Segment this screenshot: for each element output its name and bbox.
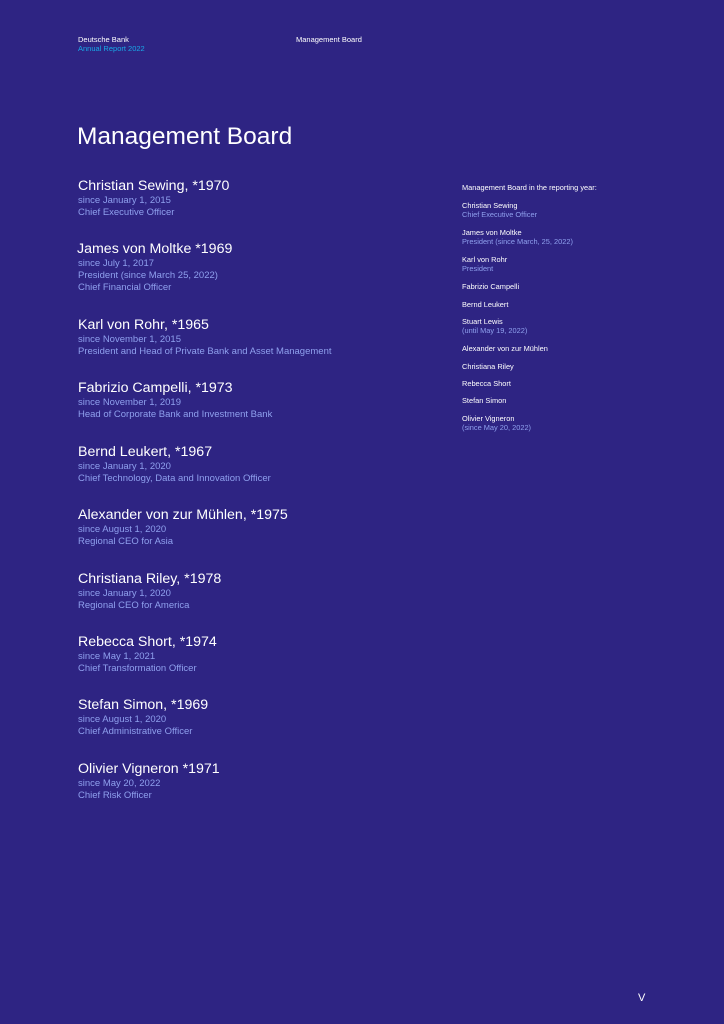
sidebar-entry-role: (until May 19, 2022) bbox=[462, 326, 528, 335]
sidebar-entry-name: Fabrizio Campelli bbox=[462, 282, 520, 291]
sidebar-entry-role: Chief Executive Officer bbox=[462, 210, 538, 219]
member-detail: Chief Financial Officer bbox=[78, 282, 172, 294]
member-name: Rebecca Short, *1974 bbox=[78, 634, 217, 650]
member-entry bbox=[78, 316, 332, 358]
sidebar-intro: Management Board in the reporting year: bbox=[462, 183, 597, 192]
member-name: Karl von Rohr, *1965 bbox=[78, 317, 209, 333]
sidebar-entry-role: President bbox=[462, 264, 494, 273]
member-detail: Head of Corporate Bank and Investment Bank bbox=[78, 409, 273, 421]
member-entry bbox=[78, 506, 288, 548]
sidebar-entry bbox=[462, 396, 662, 405]
sidebar-entry-role: (since May 20, 2022) bbox=[462, 423, 532, 432]
report-header bbox=[78, 35, 145, 53]
member-name: Olivier Vigneron *1971 bbox=[78, 761, 220, 777]
member-detail: Chief Transformation Officer bbox=[78, 663, 197, 675]
sidebar-entry bbox=[462, 344, 662, 353]
page-title: Management Board bbox=[77, 123, 293, 150]
sidebar-entry-name: Alexander von zur Mühlen bbox=[462, 344, 548, 353]
member-name: Alexander von zur Mühlen, *1975 bbox=[78, 507, 288, 523]
member-detail: Regional CEO for Asia bbox=[78, 536, 174, 548]
member-entry bbox=[78, 443, 271, 485]
sidebar-entry-name: Olivier Vigneron bbox=[462, 414, 515, 423]
member-detail: Chief Risk Officer bbox=[78, 790, 152, 802]
member-detail: since November 1, 2015 bbox=[78, 334, 181, 345]
section-header: Management Board bbox=[296, 35, 362, 44]
member-name: Stefan Simon, *1969 bbox=[78, 697, 209, 713]
sidebar-entry-role: President (since March, 25, 2022) bbox=[462, 237, 573, 246]
sidebar-entry bbox=[462, 228, 662, 246]
sidebar-entry bbox=[462, 362, 662, 371]
member-detail: since January 1, 2015 bbox=[78, 195, 171, 206]
member-detail: since August 1, 2020 bbox=[78, 714, 167, 725]
sidebar-entry-name: Christian Sewing bbox=[462, 201, 518, 210]
sidebar-entry-name: Christiana Riley bbox=[462, 362, 514, 371]
member-detail: since November 1, 2019 bbox=[78, 397, 181, 408]
sidebar-entry bbox=[462, 201, 662, 219]
member-detail: since August 1, 2020 bbox=[78, 524, 167, 535]
sidebar-entry bbox=[462, 379, 662, 388]
member-detail: since May 20, 2022 bbox=[78, 778, 161, 789]
reporting-year-sidebar bbox=[462, 183, 662, 432]
page-number: V bbox=[638, 992, 646, 1004]
member-detail: Chief Administrative Officer bbox=[78, 726, 193, 738]
sidebar-entry bbox=[462, 300, 662, 309]
member-entry bbox=[78, 760, 220, 802]
sidebar-entry bbox=[462, 255, 662, 273]
sidebar-entry-name: Bernd Leukert bbox=[462, 300, 509, 309]
member-detail: since January 1, 2020 bbox=[78, 588, 171, 599]
member-entry bbox=[78, 696, 208, 738]
member-entry bbox=[78, 379, 272, 421]
member-detail: since May 1, 2021 bbox=[78, 651, 156, 662]
member-entry bbox=[77, 240, 232, 295]
member-name: Christian Sewing, *1970 bbox=[78, 178, 230, 194]
sidebar-entry-name: James von Moltke bbox=[462, 228, 522, 237]
member-detail: Chief Executive Officer bbox=[78, 207, 175, 219]
member-detail: Regional CEO for America bbox=[78, 600, 190, 612]
member-detail: President (since March 25, 2022) bbox=[78, 270, 218, 282]
sidebar-entry bbox=[462, 414, 662, 432]
member-detail: since January 1, 2020 bbox=[78, 461, 171, 472]
member-detail: President and Head of Private Bank and Asset Management bbox=[78, 346, 332, 358]
sidebar-entry-name: Karl von Rohr bbox=[462, 255, 508, 264]
company-name: Deutsche Bank bbox=[78, 35, 129, 44]
member-name: Fabrizio Campelli, *1973 bbox=[78, 380, 233, 396]
sidebar-entry-name: Stuart Lewis bbox=[462, 317, 503, 326]
sidebar-entry-name: Stefan Simon bbox=[462, 396, 507, 405]
sidebar-entry bbox=[462, 282, 662, 291]
member-entry bbox=[78, 633, 217, 675]
member-name: Christiana Riley, *1978 bbox=[78, 571, 222, 587]
member-name: James von Moltke *1969 bbox=[77, 241, 233, 257]
member-entry bbox=[78, 570, 221, 612]
member-entry bbox=[78, 177, 229, 219]
sidebar-entry bbox=[462, 317, 662, 335]
member-detail: since July 1, 2017 bbox=[78, 258, 155, 269]
sidebar-entry-name: Rebecca Short bbox=[462, 379, 511, 388]
member-detail: Chief Technology, Data and Innovation Officer bbox=[78, 473, 271, 485]
member-name: Bernd Leukert, *1967 bbox=[78, 444, 213, 460]
report-name: Annual Report 2022 bbox=[78, 44, 145, 53]
